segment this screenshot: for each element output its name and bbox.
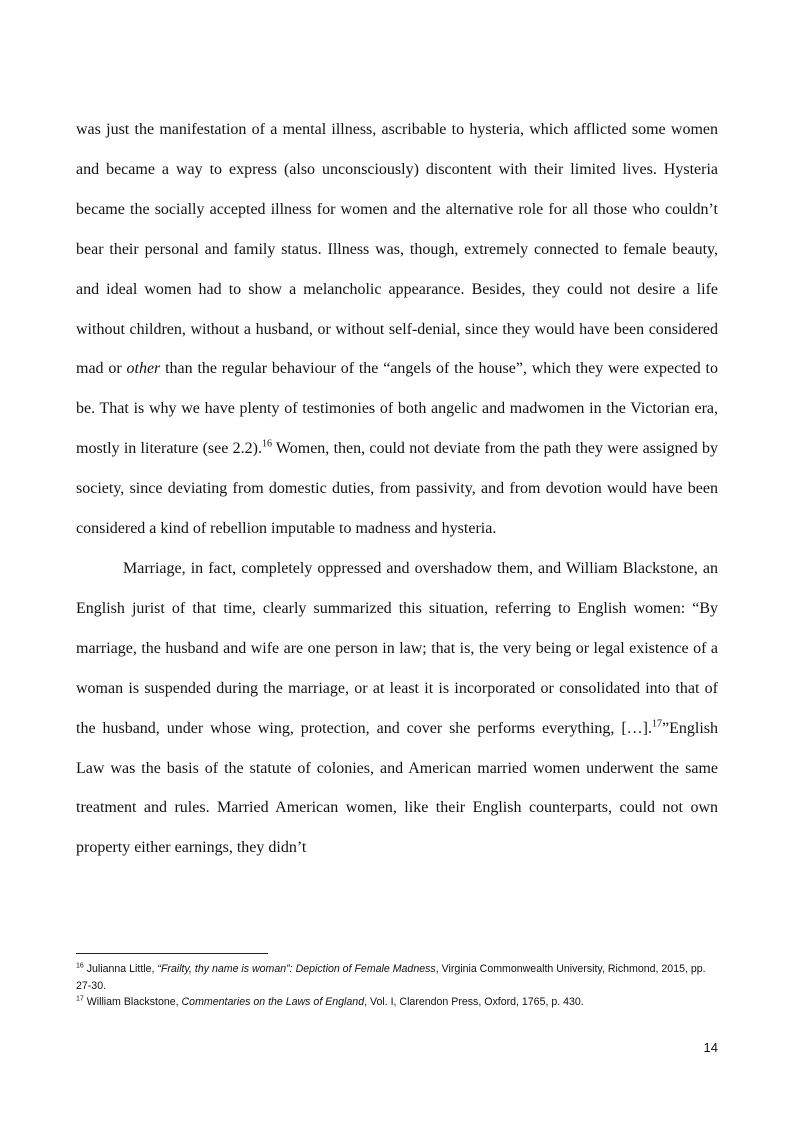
footnote-author: Julianna Little, xyxy=(83,963,158,975)
footnote-title: “Frailty, thy name is woman”: Depiction of Female Madness xyxy=(157,963,436,975)
footnote-16 xyxy=(76,961,718,994)
paragraph-2-text-a: Marriage, in fact, completely oppressed and overshadow them, and William Blackstone, an English jurist of that time, clearly summarized this situation, referring to English women: “By marriage, the husband and wife are one person in law; that is, the very being or legal existence of a woman is suspended during the marriage, or at least it is incorporated or consolidated into that of the husband, under whose wing, protection, and cover she performs everything, […]. xyxy=(76,559,718,737)
footnote-ref-17[interactable]: 17 xyxy=(652,718,662,730)
paragraph-1-text-a: was just the manifestation of a mental illness, ascribable to hysteria, which afflicted some women and became a way to express (also unconsciously) discontent with their limited lives. Hysteria became the socially accepted illness for women and the alternative role for all those who couldn’t bear their personal and family status. Illness was, though, extremely connected to female beauty, and ideal women had to show a melancholic appearance. Besides, they could not desire a life without children, without a husband, or without self-denial, since they would have been considered mad or xyxy=(76,121,718,378)
paragraph-1-emphasis: other xyxy=(126,360,161,378)
paragraph-1-text-c: Women, then, could not deviate from the path they were assigned by society, since deviating from domestic duties, from passivity, and from devotion would have been considered a kind of rebellion imputable to madness and hysteria. xyxy=(76,440,718,538)
paragraph-2-text-b: ”English Law was the basis of the statute of colonies, and American married women underwent the same treatment and rules. Married American women, like their English counterparts, could not own property either earnings, they didn’t xyxy=(76,719,718,857)
footnote-title: Commentaries on the Laws of England xyxy=(181,996,365,1008)
footnote-number: 17 xyxy=(76,995,84,1003)
paragraph-1-text-b: than the regular behaviour of the “angels of the house”, which they were expected to be. That is why we have plenty of testimonies of both angelic and madwomen in the Victorian era, mostly in literature (see 2.2). xyxy=(76,360,719,458)
footnote-separator xyxy=(76,953,268,954)
footnotes xyxy=(76,961,718,1011)
footnote-author: William Blackstone, xyxy=(83,996,182,1008)
footnote-number: 16 xyxy=(76,962,84,970)
footnote-ref-16[interactable]: 16 xyxy=(261,438,272,450)
paragraph-1 xyxy=(76,110,718,549)
page-number: 14 xyxy=(703,1040,718,1055)
footnote-17 xyxy=(76,994,718,1011)
footnote-details: , Vol. I, Clarendon Press, Oxford, 1765, p. 430. xyxy=(364,996,584,1008)
body-text xyxy=(76,110,718,868)
footnote-details: , Virginia Commonwealth University, Richmond, 2015, pp. 27-30. xyxy=(76,963,706,992)
paragraph-2 xyxy=(76,549,718,868)
